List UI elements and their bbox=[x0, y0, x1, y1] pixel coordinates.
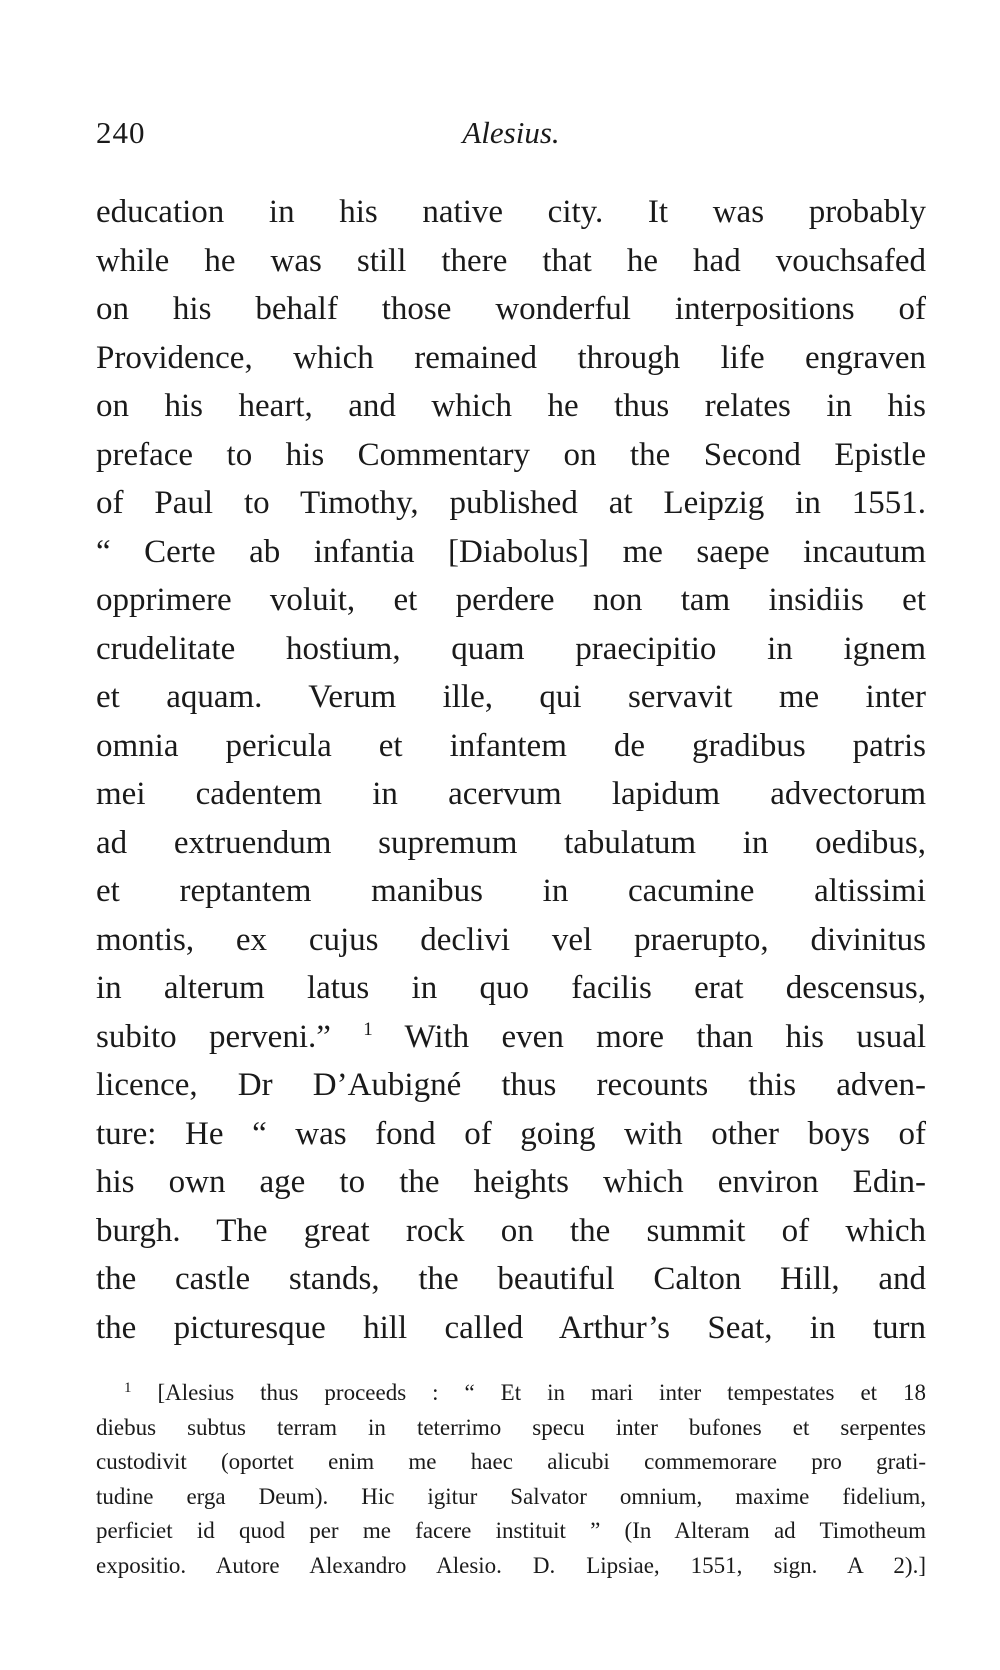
text-segment: With even more than his usual bbox=[404, 1018, 927, 1055]
text-line: crudelitate hostium, quam praecipitio in ignem bbox=[96, 630, 926, 667]
text-line: et reptantem manibus in cacumine altissimi bbox=[96, 873, 926, 909]
footnote-line: custodivit (oportet enim me haec alicubi commemorare pro grati- bbox=[96, 1449, 926, 1474]
text-line-with-note-ref bbox=[96, 1013, 926, 1062]
text-line: while he was still there that he had vouchsafed bbox=[96, 242, 926, 279]
footnote-line: diebus subtus terram in teterrimo specu inter bufones et serpentes bbox=[96, 1414, 926, 1440]
footnote-text: [Alesius thus proceeds : “ Et in mari inter tempestates et 18 bbox=[157, 1380, 927, 1405]
footnote-line: perficiet id quod per me facere instituit ” (In Alteram ad Timotheum bbox=[96, 1518, 926, 1543]
main-text bbox=[96, 188, 926, 1352]
text-line: burgh. The great rock on the summit of which bbox=[96, 1212, 926, 1249]
text-line: montis, ex cujus declivi vel praerupto, divinitus bbox=[96, 921, 926, 958]
footnote-reference: 1 bbox=[363, 1018, 373, 1040]
text-line: preface to his Commentary on the Second Epistle bbox=[96, 436, 926, 473]
text-line: opprimere voluit, et perdere non tam insidiis et bbox=[96, 582, 926, 618]
text-line: “ Certe ab infantia [Diabolus] me saepe incautum bbox=[96, 533, 926, 570]
text-line: on his heart, and which he thus relates in his bbox=[96, 388, 926, 424]
running-title: Alesius. bbox=[462, 115, 560, 150]
text-line: licence, Dr D’Aubigné thus recounts this adven- bbox=[96, 1067, 926, 1103]
page-number: 240 bbox=[96, 115, 146, 150]
footnote-line: tudine erga Deum). Hic igitur Salvator omnium, maxime fidelium, bbox=[96, 1483, 926, 1509]
text-line: his own age to the heights which environ Edin- bbox=[96, 1164, 926, 1200]
text-segment: subito perveni.” bbox=[96, 1018, 331, 1055]
text-line: mei cadentem in acervum lapidum advectorum bbox=[96, 776, 926, 812]
text-line: ture: He “ was fond of going with other boys of bbox=[96, 1115, 926, 1152]
text-line: of Paul to Timothy, published at Leipzig in 1551. bbox=[96, 485, 926, 521]
text-line: et aquam. Verum ille, qui servavit me inter bbox=[96, 679, 926, 715]
text-line: Providence, which remained through life engraven bbox=[96, 339, 926, 376]
footnote-marker: 1 bbox=[124, 1380, 132, 1396]
footnote bbox=[96, 1376, 926, 1583]
page-header bbox=[96, 115, 926, 155]
text-line: education in his native city. It was probably bbox=[96, 194, 926, 230]
text-line: on his behalf those wonderful interpositions of bbox=[96, 291, 926, 327]
text-line: ad extruendum supremum tabulatum in oedibus, bbox=[96, 824, 926, 861]
text-line: the picturesque hill called Arthur’s Seat, in turn bbox=[96, 1309, 926, 1346]
footnote-line: expositio. Autore Alexandro Alesio. D. Lipsiae, 1551, sign. A 2).] bbox=[96, 1552, 926, 1578]
text-line: omnia pericula et infantem de gradibus patris bbox=[96, 727, 926, 764]
text-line: the castle stands, the beautiful Calton Hill, and bbox=[96, 1261, 926, 1297]
text-line: in alterum latus in quo facilis erat descensus, bbox=[96, 970, 926, 1006]
footnote-line bbox=[96, 1376, 926, 1411]
